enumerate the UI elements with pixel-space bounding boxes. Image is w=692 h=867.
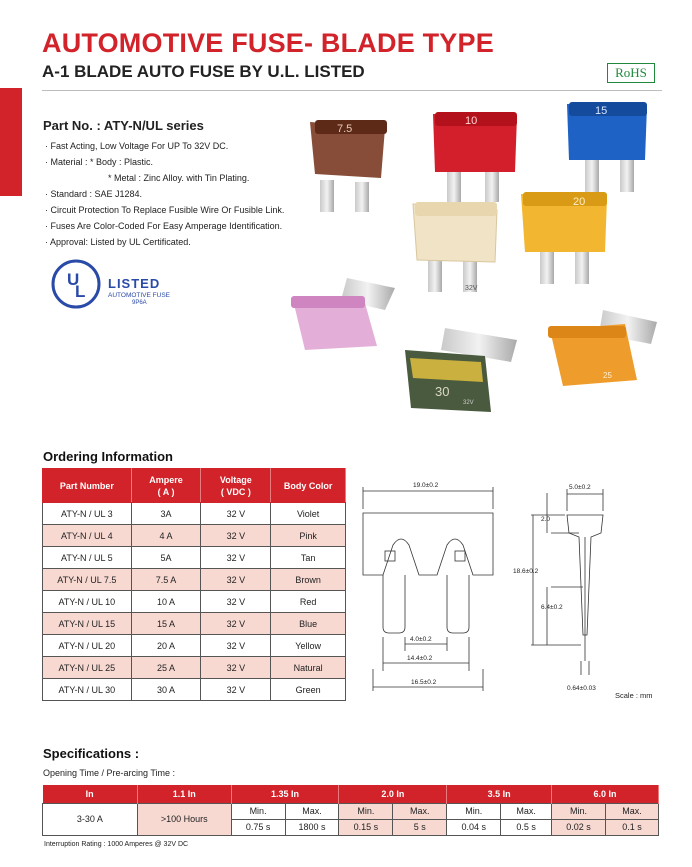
scale-note: Scale : mm <box>615 691 653 700</box>
table-row: ATY-N / UL 25 25 A 32 V Natural <box>43 657 346 679</box>
col-header-3-5-in: 3.5 In <box>447 785 552 803</box>
feature-list <box>45 138 284 250</box>
fuse-blue <box>567 102 647 192</box>
dimension-drawing <box>355 475 685 705</box>
ordering-heading: Ordering Information <box>43 449 173 464</box>
dim-width-top: 19.0±0.2 <box>413 482 439 489</box>
fuse-label: 15 <box>595 105 608 117</box>
dim-thickness: 5.0±0.2 <box>569 484 591 491</box>
dim-blade-length: 6.4±0.2 <box>541 604 563 611</box>
fuse-pink <box>291 278 395 350</box>
table-row: ATY-N / UL 3 3A 32 V Violet <box>43 503 346 525</box>
fuse-label: 20 <box>573 196 586 208</box>
feature-item: · Circuit Protection To Replace Fusible Wire Or Fusible Link. <box>45 205 285 215</box>
feature-item: · Standard : SAE J1284. <box>45 189 143 199</box>
table-row: ATY-N / UL 10 10 A 32 V Red <box>43 591 346 613</box>
specifications-subheading: Opening Time / Pre-arcing Time : <box>43 768 176 778</box>
interruption-rating-note: Interruption Rating : 1000 Amperes @ 32V DC <box>44 841 189 848</box>
dim-top-gap: 2.0 <box>541 516 551 523</box>
table-row: ATY-N / UL 5 5A 32 V Tan <box>43 547 346 569</box>
dim-blade-thickness: 0.64±0.03 <box>567 685 596 692</box>
table-row: ATY-N / UL 7.5 7.5 A 32 V Brown <box>43 569 346 591</box>
table-row: ATY-N / UL 20 20 A 32 V Yellow <box>43 635 346 657</box>
fuse-label: 30 <box>435 384 450 399</box>
ul-file-code: 9P6A <box>132 300 147 306</box>
col-header-2-0-in: 2.0 In <box>339 785 447 803</box>
svg-text:U: U <box>67 270 80 289</box>
page-subtitle: A-1 BLADE AUTO FUSE BY U.L. LISTED <box>42 62 365 81</box>
fuse-orange <box>548 310 657 386</box>
dim-blade-span: 14.4±0.2 <box>407 655 433 662</box>
feature-item: · Fast Acting, Low Voltage For UP To 32V DC. <box>45 141 229 151</box>
dim-blade-gap: 4.0±0.2 <box>410 636 432 643</box>
dim-height: 18.6±0.2 <box>513 568 539 575</box>
side-tab <box>0 88 22 196</box>
fuse-brown <box>310 120 387 212</box>
ul-listed-text: LISTED <box>108 276 161 291</box>
ul-logo-icon <box>50 258 102 310</box>
feature-item: · Material : * Body : Plastic. <box>45 157 154 167</box>
fuse-red <box>433 112 517 202</box>
table-row: ATY-N / UL 15 15 A 32 V Blue <box>43 613 346 635</box>
rohs-badge: RoHS <box>607 63 655 83</box>
col-header-1-35-in: 1.35 In <box>231 785 339 803</box>
col-header-6-0-in: 6.0 In <box>552 785 659 803</box>
ul-category-text: AUTOMOTIVE FUSE <box>108 292 170 299</box>
part-number-heading: Part No. : ATY-N/UL series <box>43 118 204 133</box>
fuse-label: 32V <box>465 285 478 292</box>
feature-item: * Metal : Zinc Alloy. with Tin Plating. <box>108 173 250 183</box>
header-divider <box>42 90 662 91</box>
feature-item: · Fuses Are Color-Coded For Easy Amperage Identification. <box>45 221 283 231</box>
fuse-label: 10 <box>465 115 478 127</box>
col-header-part-number: Part Number <box>43 469 132 503</box>
col-header-ampere: Ampere ( A ) <box>131 469 201 503</box>
col-header-in: In <box>43 785 138 803</box>
col-header-1-1-in: 1.1 In <box>137 785 231 803</box>
fuse-product-photo <box>285 100 685 430</box>
fuse-yellow <box>521 192 607 284</box>
svg-text:L: L <box>75 282 86 301</box>
col-header-body-color: Body Color <box>271 469 346 503</box>
table-row: 0.75 s 1800 s 0.15 s 5 s 0.04 s 0.5 s 0.02 s 0.1 s <box>43 819 659 835</box>
fuse-label: 32V <box>463 400 474 406</box>
specifications-table <box>42 785 659 836</box>
table-row: ATY-N / UL 4 4 A 32 V Pink <box>43 525 346 547</box>
fuse-green <box>405 328 517 412</box>
col-header-voltage: Voltage ( VDC ) <box>201 469 271 503</box>
feature-item: · Approval: Listed by UL Certificated. <box>45 237 191 247</box>
fuse-natural <box>413 202 497 292</box>
page-title: AUTOMOTIVE FUSE- BLADE TYPE <box>42 28 494 58</box>
table-row: 3-30 A >100 Hours Min. Max. Min. Max. Min. Max. Min. Max. <box>43 803 659 819</box>
ordering-table <box>42 468 346 701</box>
specifications-heading: Specifications : <box>43 746 140 761</box>
fuse-label: 7.5 <box>337 123 353 135</box>
dim-width-bottom: 16.5±0.2 <box>411 679 437 686</box>
table-row: ATY-N / UL 30 30 A 32 V Green <box>43 679 346 701</box>
fuse-label: 25 <box>603 371 612 380</box>
